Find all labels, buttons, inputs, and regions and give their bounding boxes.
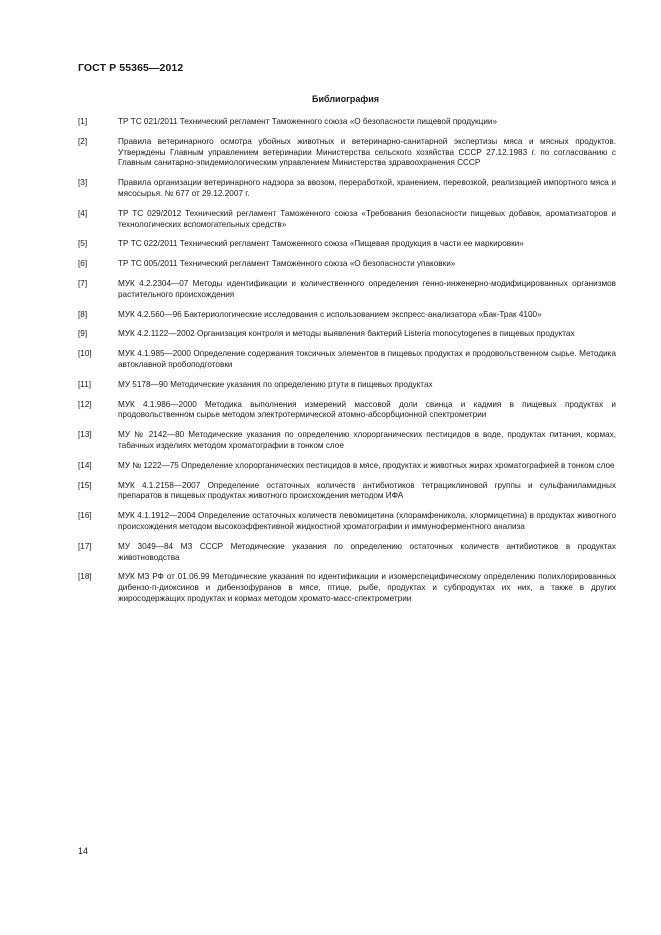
entry-text: МУК 4.2.1122—2002 Организация контроля и методы выявления бактерий Listeria monocytogenes в пищевых продуктах	[118, 329, 575, 339]
entry-text: МУ 5178—90 Методические указания по определению ртути в пищевых продуктах	[118, 379, 433, 389]
entry-number: [12]	[78, 399, 92, 409]
bibliography-entry	[78, 279, 616, 301]
bibliography-entry	[78, 329, 616, 340]
bibliography-entry	[78, 259, 616, 270]
entry-text: МУК 4.2.2304—07 Методы идентификации и количественного определения генно-инженерно-модифицированных организмов растительного происхождения	[118, 278, 616, 299]
bibliography-entry	[78, 117, 616, 128]
entry-number: [2]	[78, 136, 88, 146]
bibliography-entry	[78, 400, 616, 422]
entry-text: ТР ТС 005/2011 Технический регламент Таможенного союза «О безопасности упаковки»	[118, 259, 456, 269]
entry-number: [7]	[78, 278, 88, 288]
bibliography-entry	[78, 380, 616, 391]
page-number: 14	[78, 846, 89, 856]
entry-number: [5]	[78, 239, 88, 249]
bibliography-entry	[78, 310, 616, 321]
entry-text: МУК 4.1.986—2000 Методика выполнения измерений массовой доли свинца и кадмия в пищевых продуктах и продовольственном сырье методом электротермической атомно-абсорбционной спектрометрии	[118, 399, 616, 420]
bibliography-entry	[78, 239, 616, 250]
entry-text: МУК 4.1.1912—2004 Определение остаточных количеств левомицетина (хлорамфеникола, хлормицетина) в продуктах животного происхождения методом высокоэффективной жидкостной хроматографии и иммуноферментного анализа	[118, 511, 616, 531]
entry-number: [16]	[78, 511, 92, 521]
entry-number: [10]	[78, 349, 92, 359]
entry-text: МУК 4.1.985—2000 Определение содержания токсичных элементов в пищевых продуктах и продовольственном сырье. Методика автоклавной пробоподготовки	[118, 349, 616, 369]
bibliography-entry	[78, 137, 616, 169]
entry-text: ТР ТС 021/2011 Технический регламент Таможенного союза «О безопасности пищевой продукции»	[118, 117, 498, 126]
entry-text: МУ № 2142—80 Методические указания по определению хлорорганических пестицидов в воде, продуктах питания, кормах, табачных изделиях методом хроматографии в тонком слое	[118, 430, 616, 450]
document-header: ГОСТ Р 55365—2012	[78, 62, 184, 74]
entry-text: ТР ТС 022/2011 Технический регламент Таможенного союза «Пищевая продукция в части ее маркировки»	[118, 239, 524, 249]
bibliography-entry	[78, 349, 616, 371]
bibliography-entry	[78, 461, 616, 472]
bibliography-entry	[78, 178, 616, 200]
entry-number: [15]	[78, 480, 92, 490]
entry-number: [9]	[78, 329, 88, 339]
entry-number: [14]	[78, 460, 92, 470]
bibliography-entry	[78, 430, 616, 452]
bibliography-entry	[78, 572, 616, 604]
bibliography-entry	[78, 542, 616, 564]
entry-number: [17]	[78, 541, 92, 551]
entry-text: МУ 3049—84 МЗ СССР Методические указания по определению остаточных количеств антибиотиков в продуктах животноводства	[118, 541, 616, 562]
entry-number: [18]	[78, 572, 92, 582]
entry-text: ТР ТС 029/2012 Технический регламент Таможенного союза «Требования безопасности пищевых добавок, ароматизаторов и технологических вспомогательных средств»	[118, 208, 616, 229]
section-title-text: Библиография	[312, 94, 379, 104]
entry-text: МУК МЗ РФ от 01.06.99 Методические указания по идентификации и изомерспецифическому определению полихлорированных дибензо-п-диоксинов и дибензофуранов в мясе, птице, рыбе, продуктах и субпродуктах их них, а также в других жиросодержащих продуктах и кормах методом хромато-масс-спектрометрии	[118, 572, 616, 603]
bibliography-entry	[78, 209, 616, 231]
entry-text: МУК 4.1.2158—2007 Определение остаточных количеств антибиотиков тетрациклиновой группы и сульфаниламидных препаратов в пищевых продуктах животного происхождения методом ИФА	[118, 480, 616, 501]
entry-text: Правила ветеринарного осмотра убойных животных и ветеринарно-санитарной экспертизы мяса и мясных продуктов. Утверждены Главным управлением ветеринарии Министерства сельского хозяйства СССР 27.12.1983 г. по согласованию с Главным санитарно-эпидемиологическим управлением Министерства здравоохранения СССР	[118, 136, 616, 168]
entry-number: [3]	[78, 178, 88, 188]
bibliography-list	[78, 117, 616, 614]
entry-number: [8]	[78, 309, 88, 319]
entry-text: МУ № 1222—75 Определение хлорорганических пестицидов в мясе, продуктах и животных жирах хроматографией в тонком слое	[118, 460, 615, 470]
entry-text: МУК 4.2.560—96 Бактериологические исследования с использованием экспресс-анализатора «Бак-Трак 4100»	[118, 309, 542, 319]
entry-number: [6]	[78, 259, 88, 269]
entry-number: [4]	[78, 208, 88, 218]
entry-number: [1]	[78, 117, 88, 126]
entry-text: Правила организации ветеринарного надзора за ввозом, переработкой, хранением, перевозкой, реализацией импортного мяса и мясосырья. № 677 от 29.12.2007 г.	[118, 178, 616, 198]
section-title	[0, 94, 661, 104]
bibliography-entry	[78, 481, 616, 503]
entry-number: [11]	[78, 379, 92, 389]
bibliography-entry	[78, 511, 616, 533]
entry-number: [13]	[78, 430, 92, 440]
